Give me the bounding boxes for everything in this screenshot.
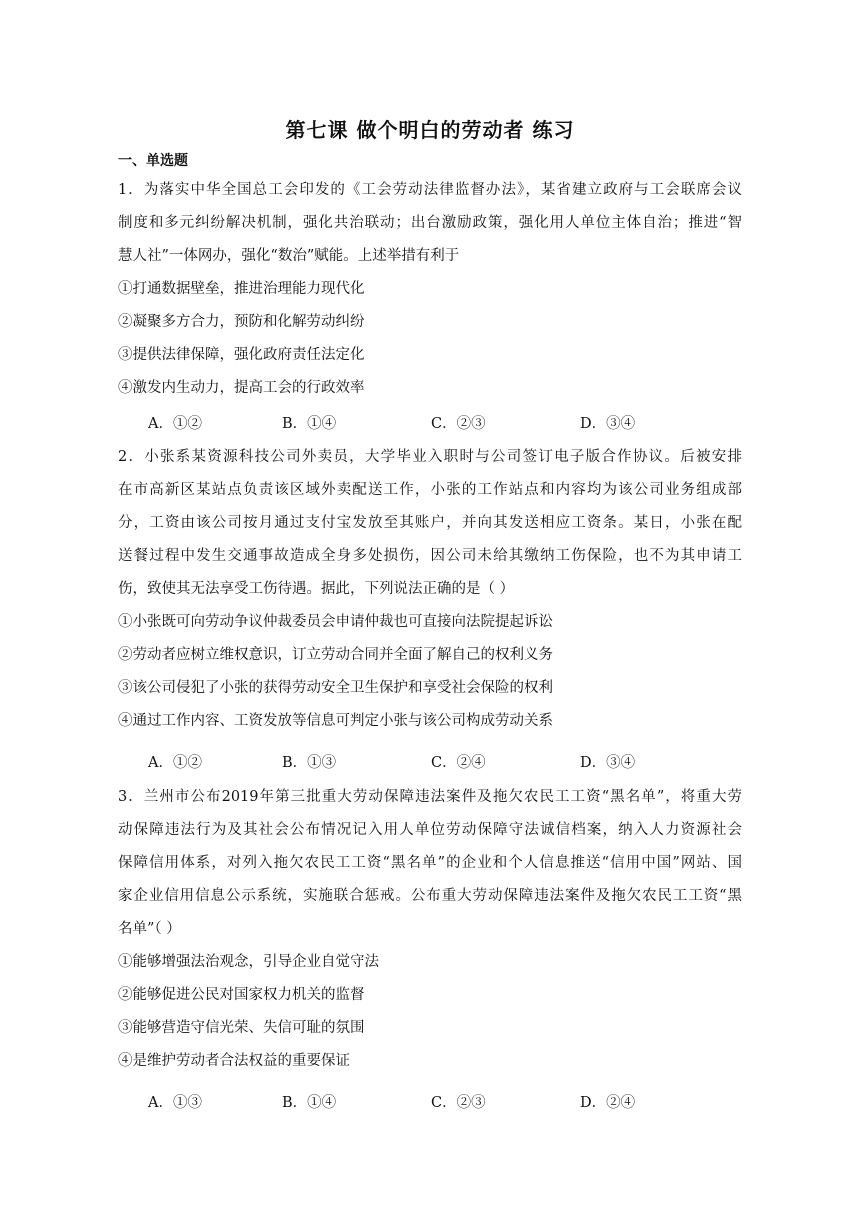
option-c: C．②③	[431, 1095, 486, 1111]
question-2-statement: ①小张既可向劳动争议仲裁委员会申请仲裁也可直接向法院提起诉讼	[118, 614, 553, 630]
question-3	[118, 781, 742, 1078]
question-1-stem-line: 1．为落实中华全国总工会印发的《工会劳动法律监督办法》，某省建立政府与工会联席会议	[118, 182, 742, 198]
question-1-stem-line: 制度和多元纠纷解决机制，强化共治联动；出台激励政策，强化用人单位主体自治；推进“智	[118, 215, 742, 231]
question-3-stem-line: 名单”（ ）	[118, 921, 181, 937]
question-3-stem-line: 家企业信用信息公示系统，实施联合惩戒。公布重大劳动保障违法案件及拖欠农民工工资“黑	[118, 888, 742, 904]
question-3-statement: ②能够促进公民对国家权力机关的监督	[118, 987, 365, 1003]
option-d: D．②④	[580, 1095, 636, 1111]
option-c: C．②③	[431, 416, 486, 432]
question-2-statement: ④通过工作内容、工资发放等信息可判定小张与该公司构成劳动关系	[118, 713, 553, 729]
option-a: A．①②	[148, 416, 202, 432]
option-c: C．②④	[431, 755, 486, 771]
page-title: 第七课 做个明白的劳动者 练习	[285, 118, 575, 142]
question-3-stem-line: 保障信用体系，对列入拖欠农民工工资“黑名单”的企业和个人信息推送“信用中国”网站、国	[118, 855, 742, 871]
question-2-stem-line: 分，工资由该公司按月通过支付宝发放至其账户，并向其发送相应工资条。某日，小张在配	[118, 515, 742, 531]
question-2-statement: ③该公司侵犯了小张的获得劳动安全卫生保护和享受社会保险的权利	[118, 680, 553, 696]
option-b: B．①③	[282, 755, 337, 771]
question-2-stem-line: 在市高新区某站点负责该区域外卖配送工作，小张的工作站点和内容均为该公司业务组成部	[118, 482, 742, 498]
question-3-stem-line: 3．兰州市公布2019年第三批重大劳动保障违法案件及拖欠农民工工资“黑名单”，将重大劳	[118, 789, 742, 805]
option-b: B．①④	[282, 416, 337, 432]
question-1-options	[148, 408, 748, 441]
question-2-options	[148, 747, 748, 780]
question-2-stem-line: 伤，致使其无法享受工伤待遇。据此，下列说法正确的是（ ）	[118, 581, 515, 597]
question-3-statement: ④是维护劳动者合法权益的重要保证	[118, 1053, 350, 1069]
option-a: A．①②	[148, 755, 202, 771]
question-3-stem-line: 动保障违法行为及其社会公布情况记入用人单位劳动保障守法诚信档案，纳入人力资源社会	[118, 822, 742, 838]
question-1-statement: ④激发内生动力，提高工会的行政效率	[118, 380, 365, 396]
question-3-statement: ③能够营造守信光荣、失信可耻的氛围	[118, 1020, 365, 1036]
option-b: B．①④	[282, 1095, 337, 1111]
option-a: A．①③	[148, 1095, 202, 1111]
question-2-statement: ②劳动者应树立维权意识，订立劳动合同并全面了解自己的权利义务	[118, 647, 553, 663]
question-2-stem-line: 送餐过程中发生交通事故造成全身多处损伤，因公司未给其缴纳工伤保险，也不为其申请工	[118, 548, 742, 564]
section-heading: 一、单选题	[118, 153, 188, 169]
question-2-stem-line: 2．小张系某资源科技公司外卖员，大学毕业入职时与公司签订电子版合作协议。后被安排	[118, 449, 742, 465]
question-1-stem-line: 慧人社”一体网办，强化“数治”赋能。上述举措有利于	[118, 248, 460, 264]
question-3-statement: ①能够增强法治观念，引导企业自觉守法	[118, 954, 379, 970]
question-2	[118, 441, 742, 738]
question-1-statement: ③提供法律保障，强化政府责任法定化	[118, 347, 365, 363]
option-d: D．③④	[580, 416, 636, 432]
question-1-statement: ②凝聚多方合力，预防和化解劳动纠纷	[118, 314, 365, 330]
question-1	[118, 174, 742, 405]
question-1-statement: ①打通数据壁垒，推进治理能力现代化	[118, 281, 365, 297]
option-d: D．③④	[580, 755, 636, 771]
question-3-options	[148, 1087, 748, 1120]
